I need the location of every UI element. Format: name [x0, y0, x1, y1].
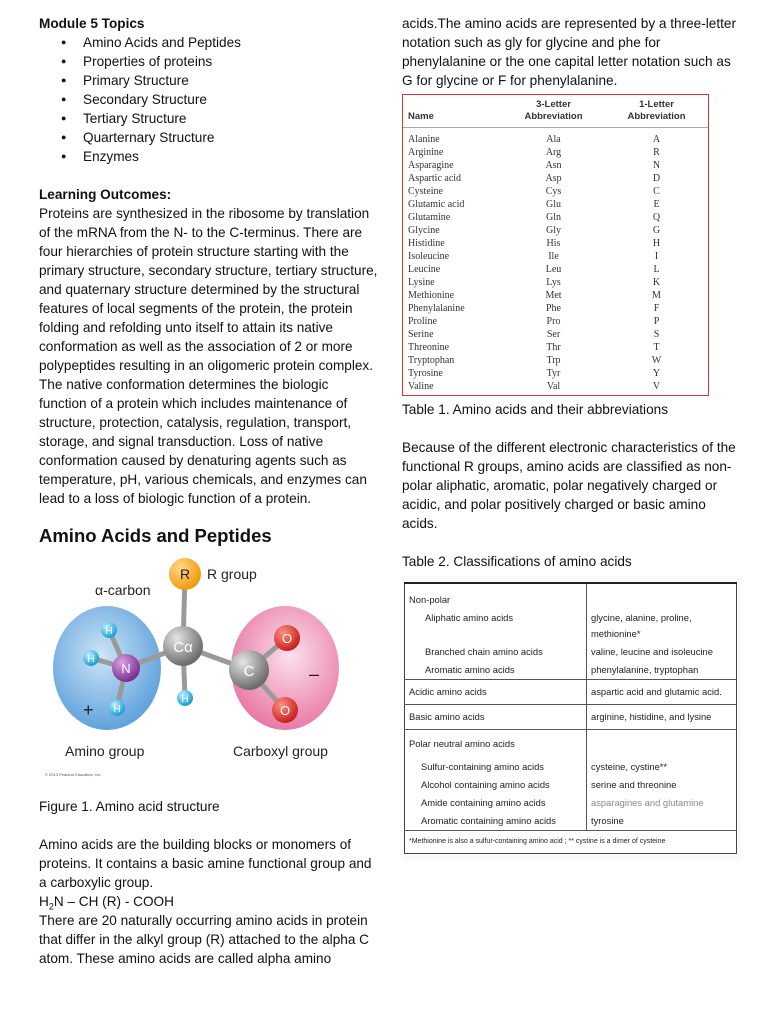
- table-cell: Methionine: [408, 290, 455, 301]
- amino-group-label: Amino group: [65, 743, 145, 759]
- table-cell: Val: [546, 381, 561, 392]
- table-cell: V: [652, 381, 661, 392]
- table-cell: Tyrosine: [408, 368, 443, 379]
- table-cell: Ser: [546, 329, 561, 340]
- table-cell: E: [653, 199, 660, 210]
- paragraph: Because of the different electronic characteristics of the functional R groups, amino acids are classified as non-polar aliphatic, aromatic, polar negatively charged or acidic, and polar positively charged or basic amino acids.: [402, 440, 736, 531]
- table-cell: Y: [652, 368, 661, 379]
- table-cell: I: [654, 251, 659, 262]
- table2-caption: Table 2. Classifications of amino acids: [402, 554, 632, 569]
- table-row: [403, 380, 708, 393]
- table-cell: Thr: [546, 342, 561, 353]
- classification-table-wrapper: [402, 576, 742, 860]
- table-cell: Met: [545, 290, 562, 301]
- table-cell: Isoleucine: [408, 251, 450, 262]
- amino-acid-structure-diagram: [39, 558, 339, 783]
- table-row: [403, 159, 708, 172]
- table-row: [403, 263, 708, 276]
- table-row: [403, 315, 708, 328]
- table-cell: Cys: [545, 186, 562, 197]
- table-cell: Phenylalanine: [408, 303, 465, 314]
- outcomes-title: Learning Outcomes:: [39, 187, 172, 202]
- table-row: [403, 302, 708, 315]
- table-row: [403, 185, 708, 198]
- table-row: [403, 276, 708, 289]
- table-cell: Tyr: [546, 368, 561, 379]
- table-cell: asparagines and glutamine: [591, 797, 704, 808]
- table-cell: Glutamine: [408, 212, 451, 223]
- table-cell: N: [652, 160, 661, 171]
- table-cell: T: [653, 342, 660, 353]
- table-cell: Branched chain amino acids: [405, 643, 587, 661]
- table-cell: cysteine, cystine**: [591, 761, 668, 772]
- o-label-bottom: O: [279, 703, 291, 718]
- table-cell: Arg: [545, 147, 562, 158]
- table-cell: Sulfur-containing amino acids: [405, 758, 587, 776]
- paragraph: acids.The amino acids are represented by a three-letter notation such as gly for glycine and phe for phenylalanine or the one capital letter notation such as G for glycine or F for phenylalanine.: [402, 16, 736, 88]
- copyright: © 2013 Pearson Education, Inc.: [45, 772, 102, 777]
- list-item: ● Tertiary Structure: [83, 109, 379, 128]
- table-cell: S: [653, 329, 660, 340]
- table-cell: Trp: [546, 355, 561, 366]
- left-column: [39, 14, 379, 968]
- table-cell: Histidine: [408, 238, 445, 249]
- table-cell: Glutamic acid: [408, 199, 465, 210]
- table-cell: [587, 730, 737, 759]
- table-cell: Asp: [545, 173, 562, 184]
- table-cell: W: [651, 355, 662, 366]
- o-label-top: O: [281, 631, 293, 646]
- table-cell: D: [652, 173, 661, 184]
- table-header: Name: [403, 99, 502, 128]
- n-label: N: [121, 661, 131, 676]
- figure-caption: Figure 1. Amino acid structure: [39, 799, 220, 814]
- table-cell: tyrosine: [591, 815, 624, 826]
- table-cell: Ala: [546, 134, 561, 145]
- table-cell: K: [652, 277, 661, 288]
- topics-title: Module 5 Topics: [39, 16, 145, 31]
- table-cell: Acidic amino acids: [405, 680, 587, 705]
- table-cell: Non-polar: [405, 583, 587, 609]
- table-cell: L: [653, 264, 660, 275]
- table-cell: F: [653, 303, 660, 314]
- table-row: [403, 172, 708, 185]
- outcomes-text: Proteins are synthesized in the ribosome by translation of the mRNA from the N- to the C-terminus. There are four hierarchies of protein structure starting with the primary structure, secondary structure, tertiary structure, and quaternary structure determined by the structural features of local segments of the protein, the protein folding and refolding unto itself to attain its native conformation as well as the association of 2 or more polypeptides resulting in an oligomeric protein complex. The native conformation determines the biologic function of a protein which includes maintenance of structure, protection, catalysis, regulation, transport, storage, and signal transduction. Loss of native conformation caused by denaturing agents such as temperature, pH, various chemicals, and enzymes can lead to a loss of biologic function of a protein.: [39, 206, 378, 506]
- table-cell: Serine: [408, 329, 434, 340]
- paragraph: Amino acids are the building blocks or monomers of proteins. It contains a basic amine functional group and a carboxylic group.: [39, 837, 372, 890]
- table-cell: phenylalanine, tryptophan: [591, 664, 699, 675]
- table-cell: Tryptophan: [408, 355, 455, 366]
- table-cell: Leu: [545, 264, 562, 275]
- table-cell: A: [652, 134, 661, 145]
- table-cell: Polar neutral amino acids: [405, 730, 587, 759]
- r-group-label: R group: [207, 566, 257, 582]
- table-row: [403, 128, 708, 147]
- table1-caption: Table 1. Amino acids and their abbreviations: [402, 402, 668, 417]
- table-cell: Amide containing amino acids: [405, 794, 587, 812]
- table-row: [403, 198, 708, 211]
- table-cell: Basic amino acids: [405, 705, 587, 730]
- calpha-label: Cα: [173, 639, 193, 656]
- table-cell: Lysine: [408, 277, 435, 288]
- table-cell: His: [546, 238, 561, 249]
- table-cell: Phe: [546, 303, 561, 314]
- table-cell: Glu: [546, 199, 561, 210]
- list-item: ● Properties of proteins: [83, 52, 379, 71]
- h-label: H: [113, 704, 121, 715]
- minus-charge: –: [309, 664, 320, 684]
- paragraph: There are 20 naturally occurring amino acids in protein that differ in the alkyl group (R) attached to the alpha C atom. These amino acids are called alpha amino: [39, 913, 369, 966]
- table-cell: Leucine: [408, 264, 441, 275]
- classification-table: [404, 582, 737, 854]
- c-label: C: [243, 663, 255, 680]
- list-item: ● Primary Structure: [83, 71, 379, 90]
- list-item: ● Secondary Structure: [83, 90, 379, 109]
- table-row: [403, 250, 708, 263]
- r-atom-label: R: [179, 566, 191, 582]
- table-cell: [587, 583, 737, 609]
- abbreviations-table: [402, 94, 709, 396]
- table-cell: C: [653, 186, 660, 197]
- table-header: 1-Letter Abbreviation: [605, 99, 708, 128]
- table-cell: Cysteine: [408, 186, 443, 197]
- table-footnote: *Methionine is also a sulfur-containing amino acid ; ** cystine is a dimer of cysteine: [405, 831, 737, 854]
- table-row: [403, 354, 708, 367]
- table-cell: M: [652, 290, 661, 301]
- table-cell: Ile: [548, 251, 559, 262]
- topics-list: [39, 33, 379, 166]
- table-cell: Aromatic amino acids: [405, 661, 587, 680]
- table-cell: glycine, alanine, proline, methionine*: [591, 612, 692, 639]
- table-row: [403, 146, 708, 159]
- table-cell: Lys: [546, 277, 561, 288]
- table-cell: Q: [652, 212, 661, 223]
- h-label: H: [181, 694, 189, 705]
- table-cell: valine, leucine and isoleucine: [591, 646, 713, 657]
- formula: $H_2N$ – CH (R) - COOH: [39, 894, 174, 912]
- table-row: [403, 237, 708, 250]
- table-cell: G: [652, 225, 661, 236]
- table-cell: Aliphatic amino acids: [405, 609, 587, 643]
- carboxyl-group-label: Carboxyl group: [233, 743, 328, 759]
- alpha-carbon-label: α-carbon: [95, 582, 151, 598]
- right-column: [402, 14, 742, 860]
- section-heading: Amino Acids and Peptides: [39, 525, 272, 546]
- h-label: H: [87, 654, 95, 665]
- list-item: ● Amino Acids and Peptides: [83, 33, 379, 52]
- amino-acid-figure: [39, 558, 339, 783]
- table-cell: Valine: [408, 381, 434, 392]
- table-cell: Asparagine: [408, 160, 454, 171]
- table-row: [403, 224, 708, 237]
- table-row: [403, 328, 708, 341]
- h-label: H: [105, 626, 113, 637]
- table-cell: Arginine: [408, 147, 444, 158]
- table-row: [403, 289, 708, 302]
- table-cell: Glycine: [408, 225, 440, 236]
- list-item: ● Quarternary Structure: [83, 128, 379, 147]
- table-cell: Aspartic acid: [408, 173, 462, 184]
- table-cell: serine and threonine: [591, 779, 677, 790]
- plus-charge: +: [83, 700, 94, 720]
- table-cell: R: [653, 147, 660, 158]
- table-row: [403, 211, 708, 224]
- table-header: 3-Letter Abbreviation: [502, 99, 605, 128]
- table-cell: Proline: [408, 316, 437, 327]
- table-cell: arginine, histidine, and lysine: [587, 705, 737, 730]
- table-cell: Threonine: [408, 342, 450, 353]
- table-row: [403, 367, 708, 380]
- table-cell: Pro: [546, 316, 561, 327]
- table-cell: aspartic acid and glutamic acid.: [587, 680, 737, 705]
- list-item: ● Enzymes: [83, 147, 379, 166]
- table-cell: Gly: [546, 225, 561, 236]
- table-cell: H: [652, 238, 661, 249]
- table-cell: Gln: [546, 212, 561, 223]
- table-cell: P: [653, 316, 660, 327]
- table-cell: Alcohol containing amino acids: [405, 776, 587, 794]
- table-row: [403, 341, 708, 354]
- table-cell: Alanine: [408, 134, 440, 145]
- table-cell: Aromatic containing amino acids: [405, 812, 587, 831]
- table-cell: Asn: [545, 160, 562, 171]
